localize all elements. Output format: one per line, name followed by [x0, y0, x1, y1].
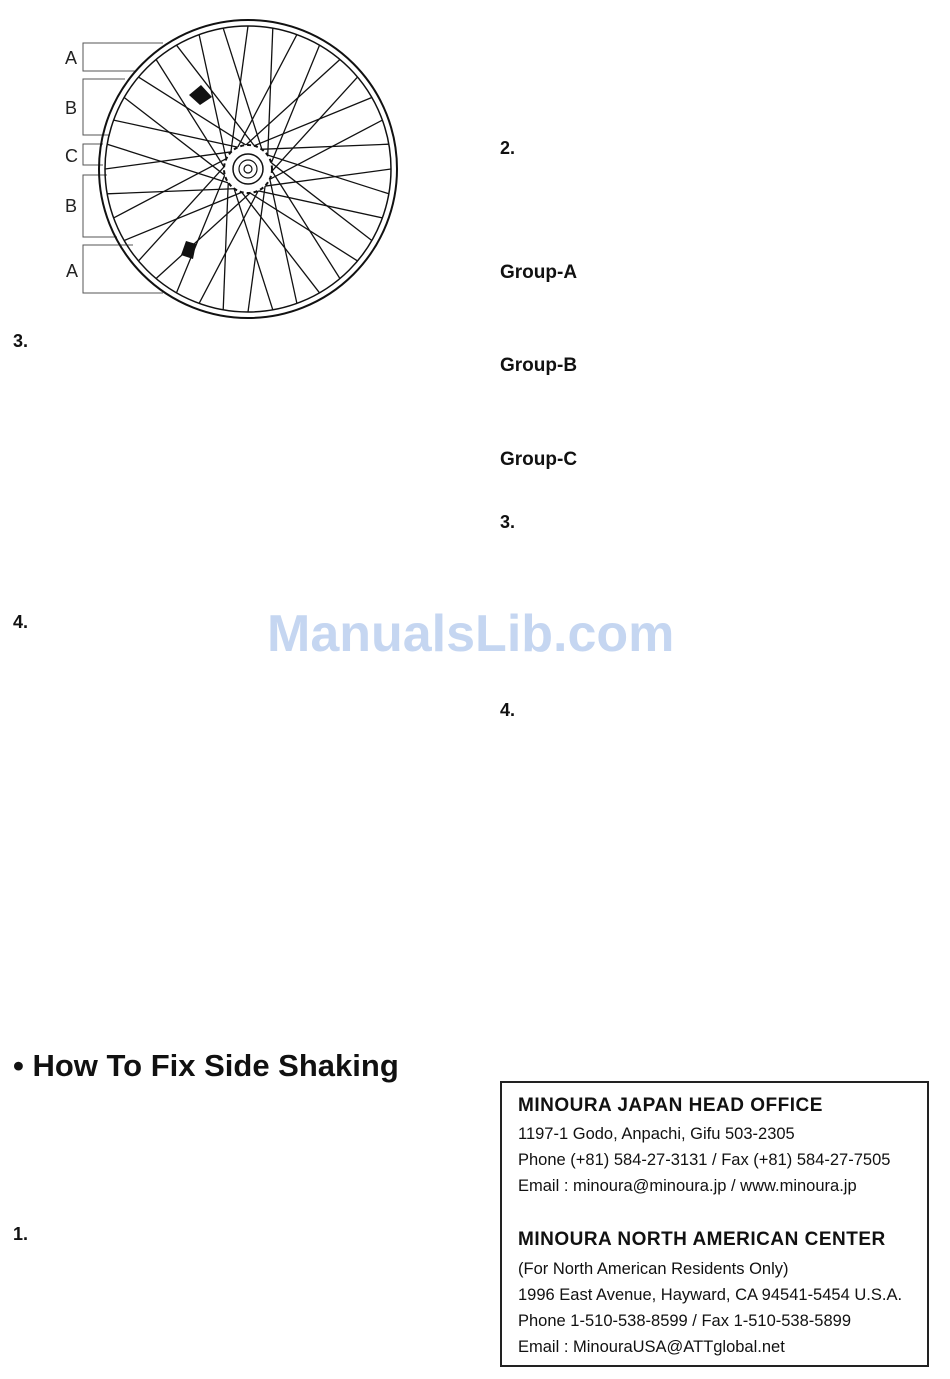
- spoke: [249, 189, 382, 218]
- spoke: [156, 187, 257, 279]
- group-a-heading: Group-A: [500, 262, 578, 283]
- spoke: [268, 45, 320, 171]
- wheel-spoke-diagram: [55, 15, 405, 325]
- japan-address: 1197-1 Godo, Anpachi, Gifu 503-2305: [518, 1125, 795, 1143]
- spoke: [246, 98, 372, 150]
- spoke: [199, 183, 262, 304]
- group-b-heading: Group-B: [500, 355, 578, 376]
- left-step-3: 3.: [13, 331, 29, 351]
- usa-phone: Phone 1-510-538-8599 / Fax 1-510-538-5899: [518, 1312, 851, 1330]
- label-b-top: B: [65, 98, 78, 118]
- spoke: [114, 120, 247, 149]
- japan-office-title: MINOURA JAPAN HEAD OFFICE: [518, 1095, 823, 1116]
- spoke: [107, 144, 237, 185]
- left-step-4: 4.: [13, 612, 29, 632]
- spoke: [223, 174, 228, 310]
- spoke: [234, 35, 297, 156]
- section-title: • How To Fix Side Shaking: [13, 1048, 399, 1083]
- right-step-2: 2.: [500, 138, 516, 158]
- spoke: [267, 28, 272, 164]
- wheel-illustration: [55, 15, 405, 325]
- label-a-top: A: [65, 48, 78, 68]
- left-step-1: 1.: [13, 1224, 29, 1244]
- spoke: [268, 170, 297, 303]
- label-b-bottom: B: [65, 196, 78, 216]
- japan-phone: Phone (+81) 584-27-3131 / Fax (+81) 584-27-7505: [518, 1151, 891, 1169]
- contact-box: [500, 1081, 929, 1367]
- right-step-4: 4.: [500, 700, 516, 720]
- spoke: [114, 155, 235, 218]
- usa-address: 1996 East Avenue, Hayward, CA 94541-5454 U.S.A.: [518, 1286, 903, 1304]
- label-brackets: [83, 43, 163, 293]
- group-c-heading: Group-C: [500, 449, 578, 470]
- label-c: C: [65, 146, 78, 166]
- spoke: [239, 60, 340, 152]
- right-step-3: 3.: [500, 512, 516, 532]
- japan-email[interactable]: Email : minoura@minoura.jp / www.minoura.jp: [518, 1177, 857, 1195]
- weight-bottom: [181, 241, 196, 259]
- spoke: [139, 160, 231, 261]
- spoke: [107, 188, 243, 193]
- usa-note: (For North American Residents Only): [518, 1260, 789, 1278]
- spoke: [223, 28, 264, 158]
- spoke: [259, 152, 389, 193]
- spoke: [253, 144, 389, 149]
- usa-email[interactable]: Email : MinouraUSA@ATTglobal.net: [518, 1338, 785, 1356]
- spoke: [266, 77, 358, 178]
- spoke: [262, 120, 383, 183]
- spoke: [177, 167, 229, 293]
- weight-top: [189, 85, 212, 105]
- spoke: [124, 189, 250, 241]
- spoke: [231, 180, 272, 310]
- label-a-bottom: A: [66, 261, 79, 281]
- usa-office-title: MINOURA NORTH AMERICAN CENTER: [518, 1229, 886, 1250]
- watermark: ManualsLib.com: [267, 605, 675, 663]
- hub-body: [233, 154, 263, 184]
